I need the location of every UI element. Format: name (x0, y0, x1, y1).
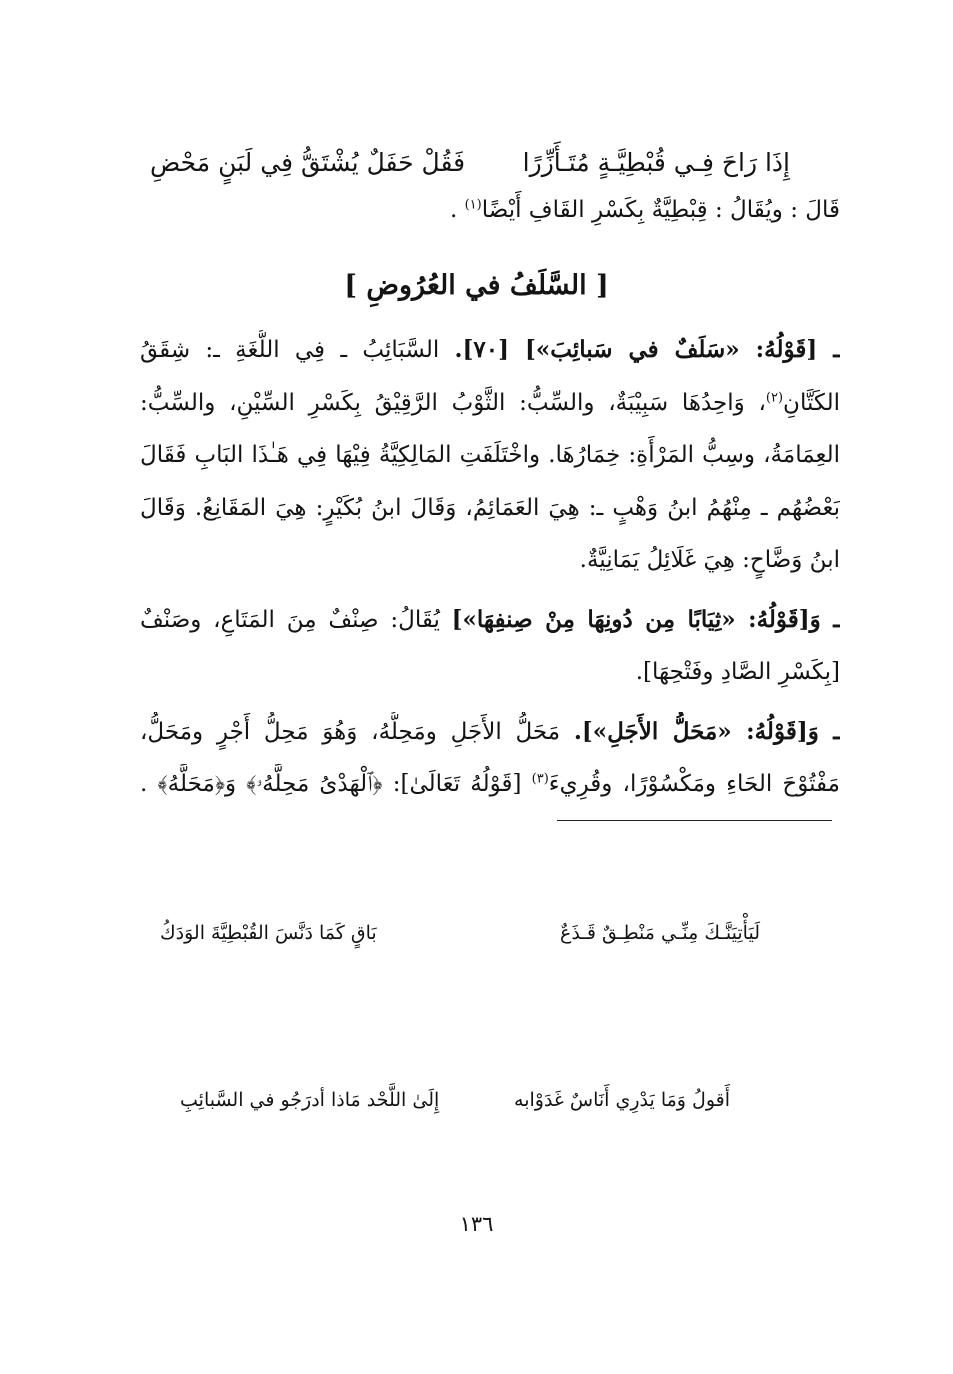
text-line-qala (140, 190, 840, 230)
p2-line-1-rest: يُقَالُ: صِنْفٌ مِنَ المَتَاعِ، وصَنْفٌ (140, 607, 452, 633)
page-number: ١٣٦ (459, 1212, 494, 1236)
verse-hemistich-second: فَقُلْ حَفَلٌ يُشْتَقُّ فِي لَبَنٍ مَحْضِ (150, 148, 466, 177)
footnote-2-verse-first: أَقولُ وَمَا يَدْرِي أَنَاسٌ غَدَوْابه (514, 1089, 730, 1111)
p1-line-1-rest: السَّبَائِبُ ـ فِي اللُّغَةِ ـ: شِقَقُ (140, 337, 455, 363)
p1-line-4: بَعْضُهُم ـ مِنْهُمُ ابنُ وَهْبٍ ـ: هِيَ العَمَائِمُ، وَقَالَ ابنُ بُكَيْرٍ: هِيَ المَقَانِعُ. وَقَالَ (140, 495, 840, 521)
p3-line-2-start: مَفْتُوْحَ الحَاءِ ومَكْسُوْرًا، وقُرِيءَ (548, 771, 840, 797)
footnote-2-verse-second: إِلَىٰ اللَّحْد مَاذا أدرَجُو في السَّبائِبِ (180, 1089, 440, 1111)
footnote-ref-1: (١) (464, 197, 482, 213)
p3-line-2-rest: [قَوْلُهُ تَعَالَىٰ]: ﴿ٱلْهَدْىُ مَحِلَّهُۥ﴾ وَ﴿مَحَلَّهُ﴾ . (140, 771, 532, 797)
footnote-2-verse (180, 1084, 730, 1116)
section-title: [ السَّلَفُ في العُرُوضِ ] (344, 270, 609, 301)
p3-line-1 (140, 712, 840, 752)
qala-end: . (449, 197, 465, 223)
p1-line-3: العِمَامَةُ، وسِبُّ المَرْأَةِ: خِمَارُهَا. واخْتَلَفَتِ المَالِكِيَّةُ فِيْهَا فِي هَـٰذَا البَابِ فَقَالَ (140, 442, 840, 468)
verse-hemistich-first: إِذَا رَاحَ فِـي قُبْطِيَّـةٍ مُتَـأَزِّرًا (522, 148, 790, 177)
footnote-separator (557, 820, 832, 821)
p3-lemma: ـ وَ[قَوْلُهُ: «مَحَلُّ الأَجَلِ»]. (573, 718, 840, 745)
verse-top (150, 140, 790, 186)
footnote-1-verse (160, 917, 760, 949)
footnote-1-verse-first: لَيَأْتِيَنَّـكَ مِنِّـي مَنْطِـقٌ قَـذَعٌ (560, 922, 760, 944)
footnote-ref-3: (٣) (531, 771, 549, 787)
p1-line-2 (140, 383, 840, 423)
p1-line-2-start: الكَتَّانِ (783, 390, 840, 416)
p1-line-1 (140, 330, 840, 370)
p2-line-2: [بِكَسْرِ الصَّادِ وفَتْحِهَا]. (635, 659, 840, 685)
footnote-1-verse-second: بَاقٍ كَمَا دَنَّسَ القُبْطِيَّةَ الوَدَكُ (160, 922, 377, 944)
p1-line-2-rest: ، وَاحِدُهَا سَبِيْبَةٌ، والسِّبُّ: الثَّوْبُ الرَّقِيْقُ بِكَسْرِ السِّيْنِ، والسِّبُّ: (140, 390, 766, 416)
qala-text: قَالَ : ويُقَالُ : قِبْطِيَّةٌ بِكَسْرِ القَافِ أَيْضًا (481, 197, 840, 223)
p1-line-5: ابنُ وَضَّاحٍ: هِيَ غَلَائِلُ يَمَانِيَّةٌ. (579, 547, 840, 573)
p3-line-2 (140, 764, 840, 804)
footnote-ref-2: (٢) (765, 390, 784, 406)
p2-line-1 (140, 600, 840, 640)
p1-lemma: ـ [قَوْلُهُ: «سَلَفٌ في سَبائِبَ»] [٧٠]. (454, 336, 840, 363)
p2-lemma: ـ وَ[قَوْلُهُ: «ثِيَابًا مِن دُونِهَا مِنْ صِنفِهَا»] (451, 606, 840, 633)
p3-line-1-rest: مَحَلُّ الأَجَلِ ومَحِلُّهُ، وَهُوَ مَحِلُّ أَجْرٍ ومَحَلُّ، (140, 719, 574, 745)
